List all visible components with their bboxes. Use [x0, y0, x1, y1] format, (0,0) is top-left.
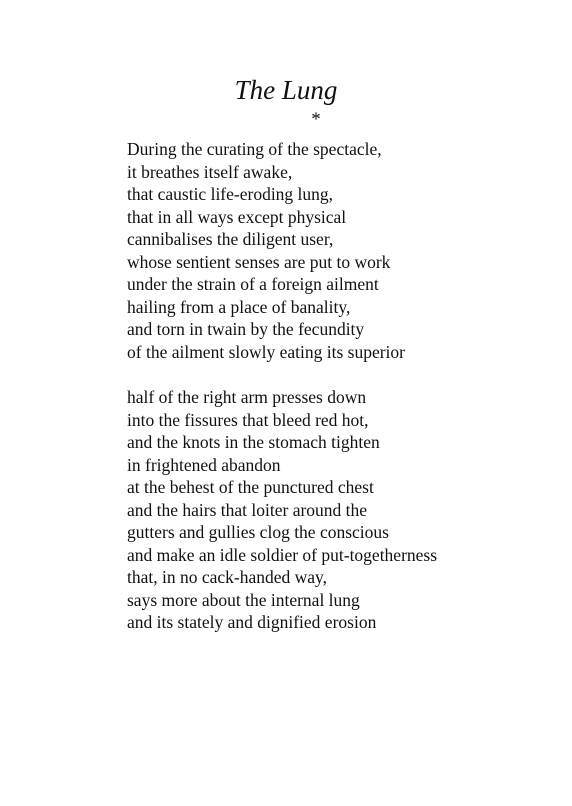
- poem-line: it breathes itself awake,: [127, 161, 293, 182]
- poem-line: that caustic life-eroding lung,: [127, 184, 334, 204]
- poem-line: and its stately and dignified erosion: [127, 612, 377, 632]
- poem-line: whose sentient senses are put to work: [127, 251, 391, 272]
- poem-line: hailing from a place of banality,: [127, 296, 351, 317]
- poem-line: of the ailment slowly eating its superior: [127, 341, 406, 362]
- poem-line: During the curating of the spectacle,: [127, 139, 382, 159]
- poem-title: The Lung: [234, 75, 338, 105]
- poem-line: says more about the internal lung: [127, 589, 360, 610]
- asterisk-ornament: *: [311, 109, 321, 130]
- poem-line: and make an idle soldier of put-togetherness: [127, 544, 438, 565]
- poem-line: gutters and gullies clog the conscious: [127, 522, 389, 542]
- poem-line: and torn in twain by the fecundity: [127, 319, 365, 339]
- stanza-2: [127, 386, 437, 634]
- poem-line: half of the right arm presses down: [127, 387, 367, 407]
- poem-line: under the strain of a foreign ailment: [127, 274, 379, 294]
- poem-line: and the knots in the stomach tighten: [127, 432, 380, 452]
- poem-line: at the behest of the punctured chest: [127, 477, 374, 497]
- poem-line: in frightened abandon: [127, 454, 281, 475]
- stanza-1: [127, 138, 405, 363]
- poem-line: and the hairs that loiter around the: [127, 499, 368, 520]
- poem-line: that, in no cack-handed way,: [127, 567, 328, 587]
- poem-line: that in all ways except physical: [127, 206, 347, 227]
- poem-line: into the fissures that bleed red hot,: [127, 409, 369, 430]
- poem-line: cannibalises the diligent user,: [127, 229, 334, 249]
